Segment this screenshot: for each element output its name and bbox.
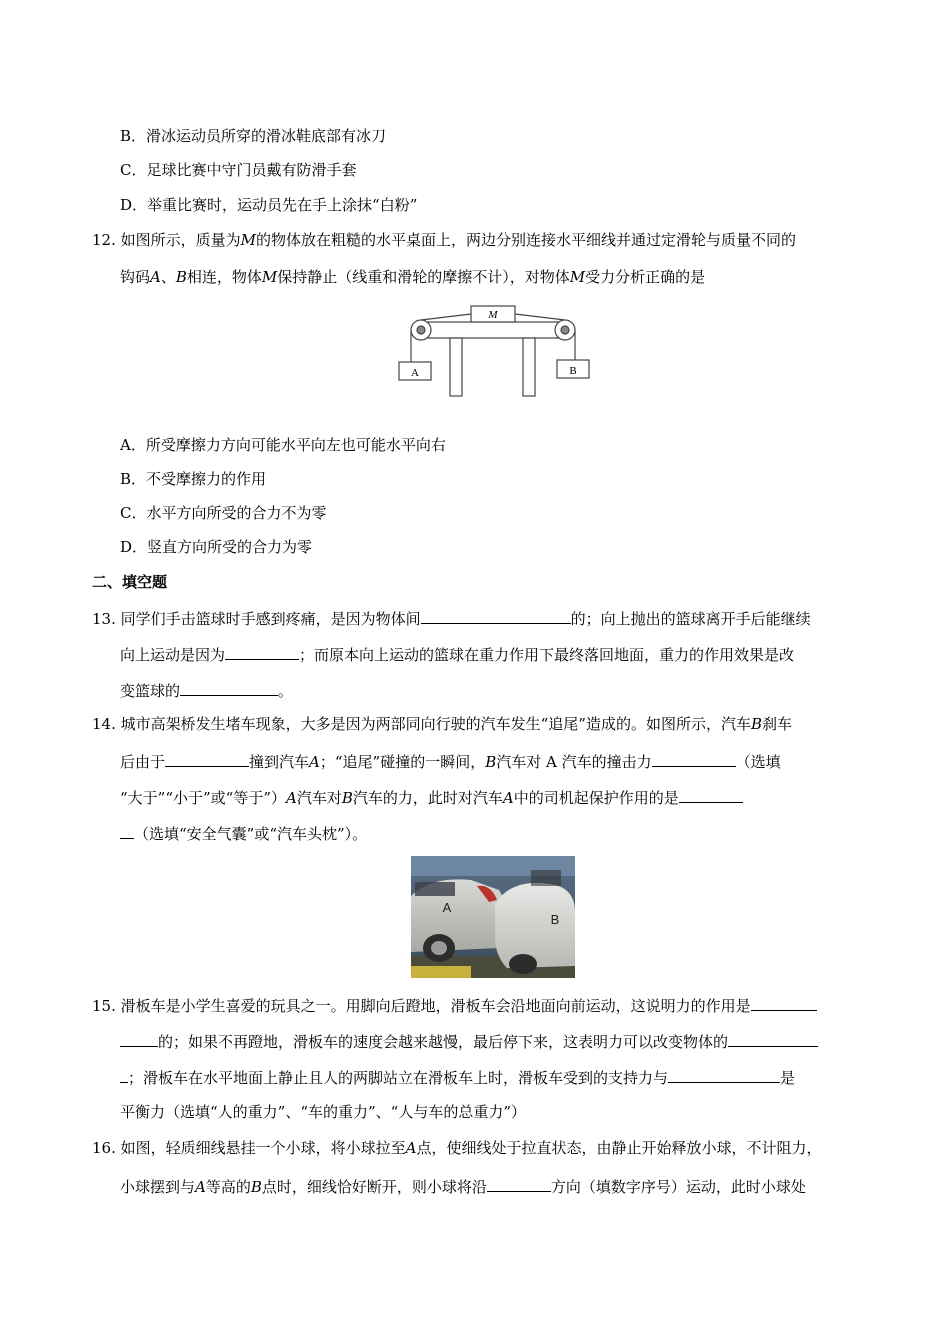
blank[interactable] bbox=[421, 607, 571, 624]
car-b-label: B bbox=[550, 912, 560, 927]
q14-line-2: 后由于 撞到汽车A；“追尾”碰撞的一瞬间，B汽车对 A 汽车的撞击力 （选填 bbox=[120, 750, 781, 772]
q13-line-1: 13. 同学们手击篮球时手感到疼痛，是因为物体间 的；向上抛出的篮球离开手后能继续 bbox=[92, 607, 811, 629]
q16-number: 16. bbox=[92, 1139, 116, 1157]
q15-number: 15. bbox=[92, 997, 116, 1015]
blank[interactable] bbox=[120, 1066, 128, 1083]
q11-option-d: D．举重比赛时，运动员先在手上涂抹“白粉” bbox=[120, 196, 418, 214]
q15-line-4: 平衡力（选填“人的重力”、“车的重力”、“人与车的总重力”） bbox=[120, 1103, 527, 1121]
block-m-label: M bbox=[488, 309, 498, 321]
q12-option-b: B．不受摩擦力的作用 bbox=[120, 470, 267, 488]
q13-number: 13. bbox=[92, 610, 116, 628]
q15-line-2: 的；如果不再蹬地，滑板车的速度会越来越慢，最后停下来，这表明力可以改变物体的 bbox=[120, 1030, 818, 1052]
q12-option-a: A．所受摩擦力方向可能水平向左也可能水平向右 bbox=[120, 436, 446, 454]
q12-option-c: C．水平方向所受的合力不为零 bbox=[120, 504, 327, 522]
blank[interactable] bbox=[120, 1030, 158, 1047]
blank[interactable] bbox=[120, 822, 134, 839]
car-collision-photo bbox=[411, 856, 575, 978]
blank[interactable] bbox=[751, 994, 817, 1011]
q14-line-1: 14. 城市高架桥发生堵车现象，大多是因为两部同向行驶的汽车发生“追尾”造成的。如图所示，汽车B刹车 bbox=[92, 715, 793, 733]
q11-option-b: B．滑冰运动员所穿的滑冰鞋底部有冰刀 bbox=[120, 127, 387, 145]
blank[interactable] bbox=[679, 786, 743, 803]
q12-option-d: D．竖直方向所受的合力为零 bbox=[120, 538, 313, 556]
hook-a-label: A bbox=[411, 367, 419, 379]
blank[interactable] bbox=[668, 1066, 780, 1083]
q16-line-2: 小球摆到与A等高的B点时，细线恰好断开，则小球将沿 方向（填数字序号）运动，此时小球处 bbox=[120, 1175, 806, 1197]
q12-line-2: 钩码A、B相连，物体M保持静止（线重和滑轮的摩擦不计），对物体M受力分析正确的是 bbox=[120, 268, 706, 286]
blank[interactable] bbox=[728, 1030, 818, 1047]
q12-line-1: 12. 如图所示，质量为M的物体放在粗糙的水平桌面上，两边分别连接水平细线并通过定滑轮与质量不同的 bbox=[92, 231, 797, 249]
q14-number: 14. bbox=[92, 715, 116, 733]
section-heading: 二、填空题 bbox=[92, 573, 168, 591]
q16-line-1: 16. 如图，轻质细线悬挂一个小球，将小球拉至A点，使细线处于拉直状态，由静止开始释放小球，不计阻力， bbox=[92, 1139, 822, 1157]
q12-number: 12. bbox=[92, 231, 116, 249]
q15-line-1: 15. 滑板车是小学生喜爱的玩具之一。用脚向后蹬地，滑板车会沿地面向前运动，这说明力的作用是 bbox=[92, 994, 817, 1016]
q14-line-4: （选填“安全气囊”或“汽车头枕”）。 bbox=[120, 822, 367, 844]
blank[interactable] bbox=[165, 750, 249, 767]
q15-line-3: ；滑板车在水平地面上静止且人的两脚站立在滑板车上时，滑板车受到的支持力与 是 bbox=[120, 1066, 795, 1088]
q14-line-3: “大于”“小于”或“等于”）A汽车对B汽车的力，此时对汽车A中的司机起保护作用的是 bbox=[120, 786, 743, 808]
hook-b-label: B bbox=[569, 365, 577, 377]
q13-line-2: 向上运动是因为 ；而原本向上运动的篮球在重力作用下最终落回地面，重力的作用效果是改 bbox=[120, 643, 794, 665]
blank[interactable] bbox=[225, 643, 299, 660]
pulley-table-diagram bbox=[395, 300, 595, 400]
blank[interactable] bbox=[487, 1175, 551, 1192]
q11-option-c: C．足球比赛中守门员戴有防滑手套 bbox=[120, 161, 357, 179]
q13-line-3: 变篮球的 。 bbox=[120, 679, 293, 701]
blank[interactable] bbox=[652, 750, 736, 767]
blank[interactable] bbox=[180, 679, 278, 696]
car-a-label: A bbox=[442, 900, 452, 915]
